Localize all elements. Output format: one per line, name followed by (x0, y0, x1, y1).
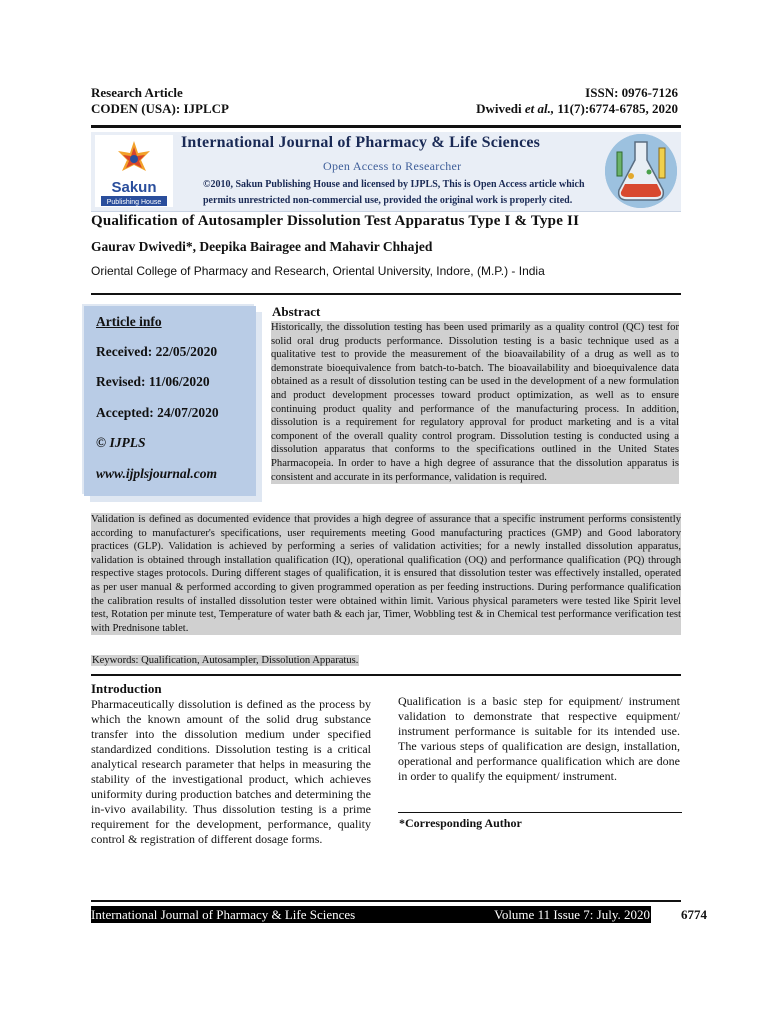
logo-name: Sakun (111, 179, 157, 196)
abstract-paragraph-1: Historically, the dissolution testing has been used primarily as a quality control (QC) test for solid oral drug products performance. Dissolution testing is a basic technique used as a qualitative test to provide the measurement of the bioavailability of a drug as well as to demonstrate bioequivalence from batch-to-batch. The bioavailability and bioequivalence data obtained as a result of dissolution testing can be used in the development of a new formulation and product development processes toward product optimization, as well as to ensure continuing product quality and performance of the manufacturing process. In addition, dissolution is a requirement for regulatory approval for product marketing and is a vital component of the overall quality control program. Dissolution testing is conducted using a dissolution apparatus that conforms to the specifications outlined in the United States Pharmacopeia. In order to have a high degree of assurance that the dissolution apparatus is consistent and accurate in its performance, validation is required. (271, 322, 679, 483)
affiliation: Oriental College of Pharmacy and Research, Oriental University, Indore, (M.P.) - India (91, 264, 545, 278)
accepted-date: Accepted: 24/07/2020 (96, 405, 219, 420)
logo-subtitle: Publishing House (106, 199, 162, 206)
header-rule (91, 125, 681, 128)
article-type: Research Article (91, 85, 183, 100)
journal-banner (91, 132, 681, 212)
page-number: 6774 (681, 907, 707, 922)
introduction-left-column: Pharmaceutically dissolution is defined as the process by which the known amount of the solid drug substance transfer into the dissolution medium under specified standardized conditions. Dissolution testing is a critical analytical research parameter that helps in measuring the stability of the investigational product, which achieves uniformity during production batches and determining the in-vivo availability. Thus dissolution testing is a prime requirement for the development, performance, quality control & registration of different dosage forms. (91, 697, 371, 846)
footer-bar (91, 906, 651, 923)
introduction-right-column: Qualification is a basic step for equipment/ instrument validation to demonstrate that respective equipment/ instrument performance is suitable for its intended use. The various steps of qualification are design, installation, operational and performance qualification which are done in order to qualify the equipment/ instrument. (398, 694, 680, 783)
sakun-logo (95, 135, 173, 207)
copyright: © IJPLS (96, 435, 146, 450)
article-title: Qualification of Autosampler Dissolution Test Apparatus Type I & Type II (91, 213, 580, 229)
journal-website-link[interactable]: www.ijplsjournal.com (96, 466, 218, 481)
citation: Dwivedi et al., 11(7):6774-6785, 2020 (476, 101, 678, 116)
abstract-paragraph-2: Validation is defined as documented evidence that provides a high degree of assurance that a specific instrument performs consistently according to manufacturer's specifications, user requirements meeting Good manufacturing practices (GMP) and Good laboratory practices (GLP). Validation is achieved by performing a series of validation activities; for a newly installed dissolution apparatus, validation is obtained through installation qualification (IQ), operational qualification (OQ) and performance qualification (PQ) through respective stages protocols. During different stages of qualification, it is ensured that dissolution tester was effectively installed, operated as per user manual & performed according to given programmed operation as per feeding instructions. During performance qualification the calibration results of installed dissolution tester were obtained within limit. Various physical parameters were tested like Spirit level test, Rotation per minute test, Temperature of water bath & each jar, Timer, Wobbling test & in Chemical test performance verification test with Prednisone tablet. (91, 514, 681, 634)
title-rule (91, 293, 681, 295)
article-info-box (84, 306, 256, 496)
keywords-rule (91, 674, 681, 676)
received-date: Received: 22/05/2020 (96, 344, 218, 359)
article-info-heading: Article info (96, 314, 162, 329)
journal-subtitle: Open Access to Researcher (323, 159, 462, 173)
corresponding-author: *Corresponding Author (399, 816, 522, 830)
journal-title: International Journal of Pharmacy & Life Sciences (181, 134, 541, 151)
revised-date: Revised: 11/06/2020 (96, 374, 210, 389)
license-line-2: permits unrestricted non-commercial use, provided the original work is properly cited. (203, 195, 573, 206)
coden: CODEN (USA): IJPLCP (91, 101, 229, 116)
abstract-heading: Abstract (272, 304, 321, 319)
keywords: Keywords: Qualification, Autosampler, Dissolution Apparatus. (92, 655, 359, 666)
footer-rule (91, 900, 681, 902)
introduction-heading: Introduction (91, 681, 162, 696)
corresponding-rule (398, 812, 682, 813)
authors: Gaurav Dwivedi*, Deepika Bairagee and Mahavir Chhajed (91, 239, 433, 254)
footer-journal: International Journal of Pharmacy & Life Sciences (91, 907, 356, 922)
header-right (476, 85, 678, 117)
header-left (91, 85, 229, 117)
issn: ISSN: 0976-7126 (585, 85, 678, 100)
flask-icon (605, 134, 677, 208)
footer-issue: Volume 11 Issue 7: July. 2020 (494, 907, 650, 922)
license-line-1: ©2010, Sakun Publishing House and licensed by IJPLS, This is Open Access article which (203, 179, 585, 190)
